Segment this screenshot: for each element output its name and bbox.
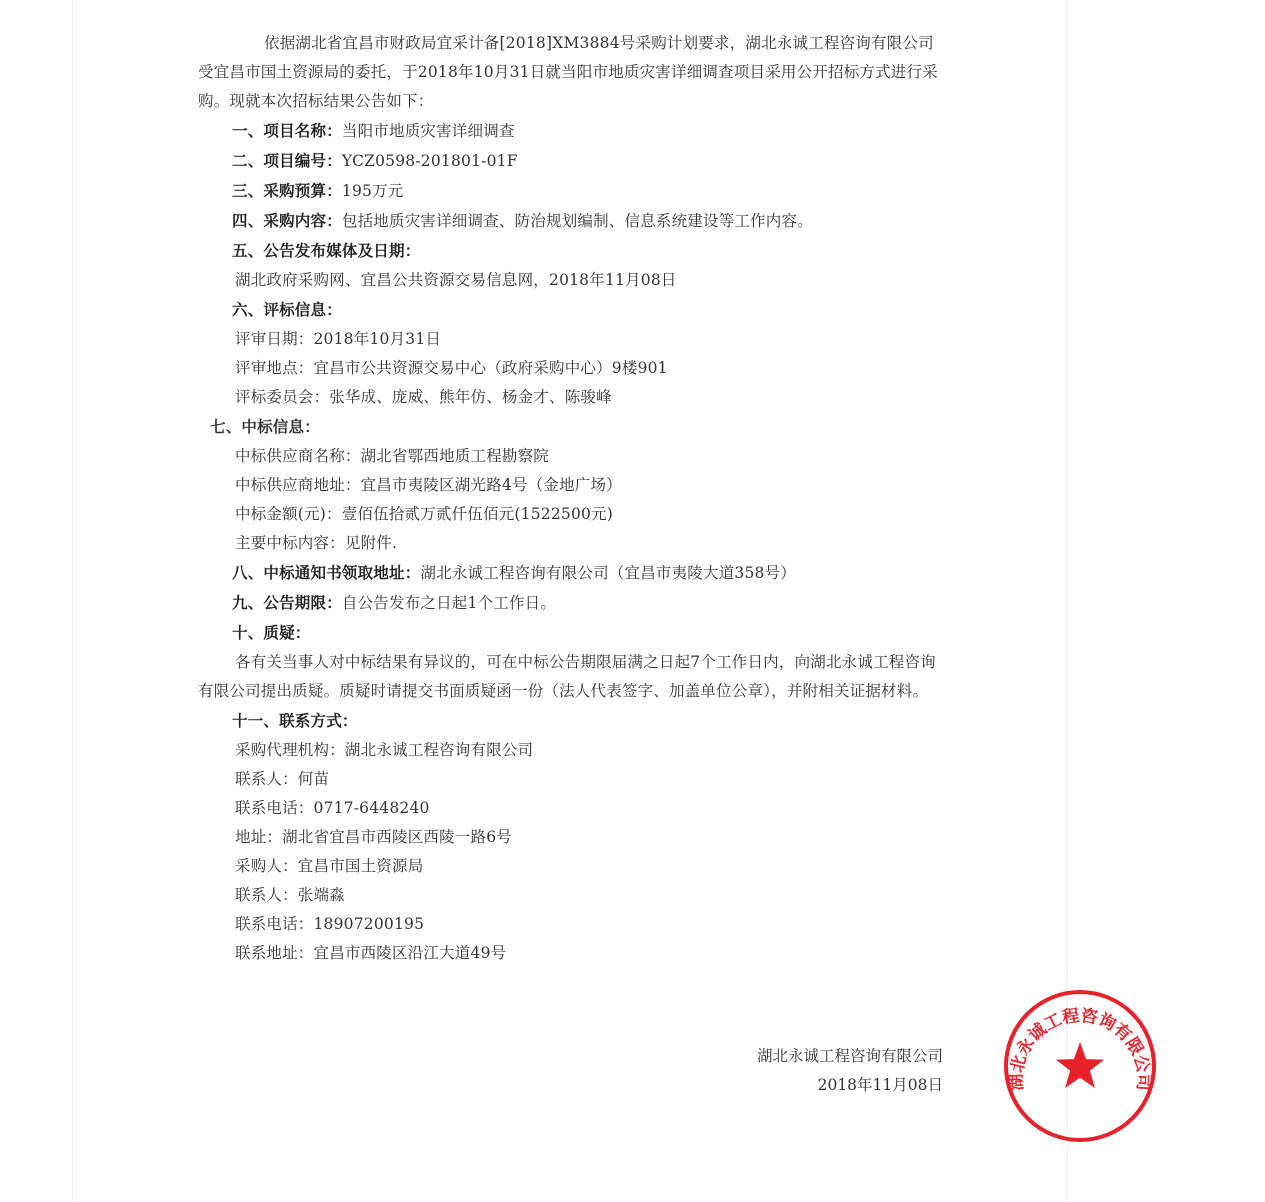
section-value: YCZ0598-201801-01F: [341, 152, 518, 170]
award-amount: 中标金额(元)：壹佰伍拾贰万贰仟伍佰元(1522500元): [235, 505, 614, 523]
section-label: 八、中标通知书领取地址：: [232, 563, 421, 582]
section-value: 包括地质灾害详细调查、防治规划编制、信息系统建设等工作内容。: [341, 212, 813, 230]
media-line: 湖北政府采购网、宜昌公共资源交易信息网，2018年11月08日: [235, 271, 677, 289]
section-notice-pickup: [198, 558, 943, 588]
section-label: 十、质疑：: [232, 623, 311, 642]
section-content: [198, 206, 943, 236]
signature-company: 湖北永诚工程咨询有限公司: [756, 1047, 943, 1065]
evaluation-committee: 评标委员会：张华成、庞威、熊年仿、杨金才、陈骏峰: [235, 388, 612, 406]
section-contact-heading: [198, 706, 943, 736]
section-budget: [198, 176, 943, 206]
award-address: 中标供应商地址：宜昌市夷陵区湖光路4号（金地广场）: [235, 476, 622, 494]
award-supplier: 中标供应商名称：湖北省鄂西地质工程勘察院: [235, 447, 550, 465]
section-value: 195万元: [341, 182, 404, 200]
section-media-heading: [198, 236, 943, 266]
contact-line: 联系地址：宜昌市西陵区沿江大道49号: [235, 944, 507, 962]
section-objection-heading: [198, 618, 943, 648]
section-label: 九、公告期限：: [232, 593, 342, 612]
section-value: 自公告发布之日起1个工作日。: [341, 594, 557, 612]
contact-line: 联系电话：0717-6448240: [235, 799, 430, 817]
section-value: 湖北永诚工程咨询有限公司（宜昌市夷陵大道358号）: [420, 564, 796, 582]
section-award-heading: [198, 412, 943, 442]
section-label: 一、项目名称：: [232, 121, 342, 140]
section-label: 四、采购内容：: [232, 211, 342, 230]
evaluation-date: 评审日期：2018年10月31日: [235, 330, 442, 348]
section-label: 三、采购预算：: [232, 181, 342, 200]
section-label: 六、评标信息：: [232, 300, 342, 319]
contact-line: 联系人：张端淼: [235, 886, 345, 904]
section-label: 七、中标信息：: [210, 417, 320, 436]
section-label: 五、公告发布媒体及日期：: [232, 241, 421, 260]
evaluation-place: 评审地点：宜昌市公共资源交易中心（政府采购中心）9楼901: [235, 359, 668, 377]
contact-line: 联系电话：18907200195: [235, 915, 425, 933]
section-evaluation-heading: [198, 295, 943, 325]
seal-star-icon: [1056, 1042, 1104, 1088]
signature-date: 2018年11月08日: [817, 1076, 943, 1094]
contact-line: 联系人：何苗: [235, 770, 330, 788]
section-project-name: [198, 116, 943, 146]
section-value: 当阳市地质灾害详细调查: [341, 122, 515, 140]
section-label: 二、项目编号：: [232, 151, 342, 170]
award-content: 主要中标内容：见附件.: [235, 534, 398, 552]
company-seal: [1002, 988, 1158, 1144]
seal-text: 湖北永诚工程咨询有限公司: [1006, 1005, 1154, 1092]
announcement-body: [198, 29, 943, 968]
section-project-number: [198, 146, 943, 176]
contact-line: 采购代理机构：湖北永诚工程咨询有限公司: [235, 741, 534, 759]
objection-paragraph: 各有关当事人对中标结果有异议的，可在中标公告期限届满之日起7个工作日内，向湖北永诚工程咨询有限公司提出质疑。质疑时请提交书面质疑函一份（法人代表签字、加盖单位公章），并附相关证据材料。: [198, 653, 936, 700]
contact-line: 地址：湖北省宜昌市西陵区西陵一路6号: [235, 828, 512, 846]
section-period: [198, 588, 943, 618]
contact-line: 采购人：宜昌市国土资源局: [235, 857, 424, 875]
section-label: 十一、联系方式：: [232, 711, 358, 730]
intro-paragraph: 依据湖北省宜昌市财政局宜采计备[2018]XM3884号采购计划要求，湖北永诚工程咨询有限公司受宜昌市国土资源局的委托，于2018年10月31日就当阳市地质灾害详细调查项目采用公开招标方式进行采购。现就本次招标结果公告如下：: [198, 34, 938, 110]
